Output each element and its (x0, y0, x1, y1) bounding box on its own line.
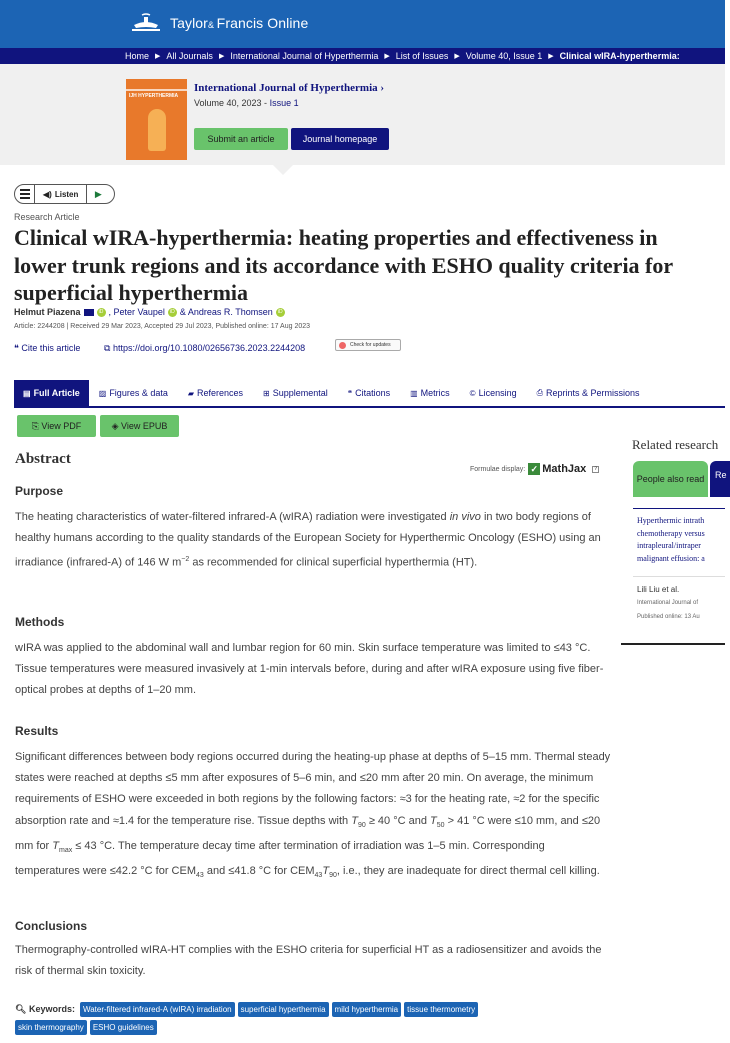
conclusions-text: Thermography-controlled wIRA-HT complies with the ESHO criteria for superficial HT as a radiosensitizer and avoids the risk of thermal skin toxicity. (15, 944, 602, 978)
banner-notch (273, 165, 293, 175)
external-link-icon: ⧉ (104, 343, 113, 353)
check-icon: ✓ (528, 463, 540, 475)
orcid-icon[interactable]: iD (97, 308, 106, 317)
view-epub-button[interactable]: ◈ View EPUB (100, 415, 179, 437)
email-icon[interactable] (84, 309, 94, 316)
methods-heading: Methods (15, 615, 65, 629)
related-divider (633, 508, 725, 509)
related-article-published: Published online: 13 Au (637, 614, 700, 620)
related-research-heading: Related research (632, 437, 719, 452)
bar-chart-icon: ▥ (410, 388, 418, 398)
formulae-display[interactable] (470, 463, 599, 475)
breadcrumb-arrow-icon: ▶ (384, 53, 390, 60)
keyword-tag[interactable]: superficial hyperthermia (238, 1002, 329, 1017)
printer-icon: ⎙ (536, 388, 544, 397)
tab-recommended[interactable]: Re (710, 461, 730, 497)
help-icon[interactable]: ? (594, 466, 598, 472)
breadcrumb-arrow-icon: ▶ (548, 53, 554, 60)
quote-icon: ❝ (347, 388, 353, 398)
book-icon: ▰ (187, 388, 194, 398)
related-article-title[interactable]: Hyperthermic intrath chemotherapy versus intrapleural/intraper malignant effusion: a (637, 516, 705, 563)
issue-link[interactable]: Issue 1 (269, 98, 299, 108)
mathjax-logo[interactable]: ✓ MathJax ? (528, 463, 599, 475)
related-article-authors: Lili Liu et al. (637, 585, 680, 594)
cover-figure (148, 109, 166, 151)
check-for-updates-button[interactable]: Check for updates (335, 339, 401, 351)
tab-figures[interactable]: ▨ Figures & data (98, 388, 168, 398)
crossmark-icon (339, 342, 346, 349)
journal-title-link[interactable]: International Journal of Hyperthermia › (194, 82, 385, 94)
breadcrumb-volume[interactable]: Volume 40, Issue 1 (465, 51, 543, 61)
conclusions-heading: Conclusions (15, 919, 88, 933)
site-logo[interactable] (130, 13, 308, 33)
purpose-heading: Purpose (15, 484, 64, 498)
breadcrumb-home[interactable]: Home (125, 51, 150, 61)
author-link[interactable]: , Peter Vaupel (108, 307, 165, 317)
menu-icon[interactable] (15, 185, 35, 203)
tab-references[interactable]: ▰ References (187, 388, 244, 398)
orcid-icon[interactable]: iD (168, 308, 177, 317)
search-icon: 🔍︎ (15, 1004, 27, 1014)
tab-licensing[interactable]: © Licensing (469, 388, 517, 398)
breadcrumb-current: Clinical wIRA-hyperthermia: (559, 51, 680, 61)
breadcrumb-journal[interactable]: International Journal of Hyperthermia (230, 51, 379, 61)
article-tabs (14, 380, 725, 408)
pdf-icon: ⎘ (31, 420, 42, 431)
orcid-icon[interactable]: iD (276, 308, 285, 317)
cite-article-link[interactable]: ❝ Cite this article (14, 343, 81, 353)
image-icon: ▨ (98, 388, 107, 398)
keywords-label: 🔍︎ Keywords: (15, 1004, 75, 1014)
breadcrumb-issues[interactable]: List of Issues (395, 51, 449, 61)
site-logo-text: Taylor& Francis Online (170, 15, 309, 31)
copyright-icon: © (469, 388, 476, 398)
keyword-tag[interactable]: tissue thermometry (404, 1002, 478, 1017)
tab-full-article[interactable]: ▤ Full Article (14, 380, 89, 406)
listen-button[interactable]: ◀) Listen (35, 185, 87, 203)
breadcrumb (0, 48, 725, 64)
tab-reprints[interactable]: ⎙ Reprints & Permissions (536, 388, 640, 398)
related-panel-border (621, 643, 725, 645)
cover-title: IJH HYPERTHERMIA (129, 93, 179, 99)
breadcrumb-arrow-icon: ▶ (218, 53, 225, 60)
tab-people-also-read[interactable]: People also read (633, 461, 708, 497)
site-header (0, 0, 725, 48)
journal-cover-image[interactable] (126, 79, 187, 160)
speaker-icon: ◀) (43, 189, 52, 199)
author-list (14, 307, 285, 317)
breadcrumb-arrow-icon: ▶ (454, 53, 460, 60)
listen-widget[interactable] (14, 184, 115, 204)
document-icon: ▤ (23, 388, 31, 398)
results-heading: Results (15, 724, 59, 738)
keyword-tag[interactable]: Water-filtered infrared-A (wIRA) irradiation (80, 1002, 235, 1017)
methods-text: wIRA was applied to the abdominal wall and lumbar region for 60 min. Skin surface temperature was limited to ≤43 °C. Tissue temperatures were measured invasively at 1-min intervals before, during and after wIRA exposure using five fiber-optical probes at depths of 1–20 mm. (15, 642, 604, 697)
breadcrumb-arrow-icon: ▶ (155, 53, 161, 60)
publication-info: Article: 2244208 | Received 29 Mar 2023, Accepted 29 Jul 2023, Published online: 17 Aug 2023 (14, 323, 311, 330)
author-link[interactable]: Helmut Piazena (14, 307, 81, 317)
formulae-label: Formulae display: (470, 465, 526, 473)
keyword-tag[interactable]: mild hyperthermia (332, 1002, 402, 1017)
related-separator (633, 576, 725, 577)
breadcrumb-all-journals[interactable]: All Journals (166, 51, 213, 61)
journal-homepage-button[interactable]: Journal homepage (291, 128, 389, 150)
quote-icon: ❝ (14, 343, 22, 353)
submit-article-button[interactable]: Submit an article (194, 128, 288, 150)
keywords-row (15, 1020, 157, 1035)
article-type: Research Article (14, 212, 80, 222)
article-title: Clinical wIRA-hyperthermia: heating properties and effectiveness in lower trunk regions and its accordance with ESHO quality criteria for superficial hyperthermia (14, 225, 673, 305)
play-icon[interactable]: ▶ (94, 188, 102, 199)
tab-supplemental[interactable]: ⊞ Supplemental (263, 388, 328, 398)
keyword-tag[interactable]: skin thermography (15, 1020, 87, 1035)
related-article-journal: International Journal of (637, 600, 699, 606)
lamp-logo-icon (130, 13, 162, 33)
results-text: Significant differences between body regions occurred during the heating-up phase at depths of 5–15 mm. Thermal steady states were reached at depths ≤5 mm after exposures of 5–6 min, and ≤20 mm after 20 min. On average, the minimum requirements of ESHO were exceeded in both regions by the following factors: ≈3 for the heating rate, ≈2 for the specific absorption rate and ≈1.4 for the temperature rise. Tissue depths with $T_{90} \ge 40$ °C and $T_{50} > 41$ °C were ≤10 mm, and ≤20 mm for $T_{max} \le 43$ °C. The temperature decay time after termination of irradiation was 1–5 min. Corresponding temperatures were ≤42.2 °C for $CEM_{43}$ and ≤41.8 °C for $CEM_{43}T_{90}$, i.e., they are inadequate for direct thermal cell killing. (15, 751, 611, 880)
cover-stripe (126, 89, 187, 91)
plus-icon: ⊞ (263, 388, 270, 398)
keyword-tag[interactable]: ESHO guidelines (90, 1020, 157, 1035)
view-pdf-button[interactable]: ⎘ View PDF (17, 415, 96, 437)
journal-volume: Volume 40, 2023 - Issue 1 (194, 98, 299, 108)
tab-citations[interactable]: ❝ Citations (347, 388, 391, 398)
author-link[interactable]: & Andreas R. Thomsen (179, 307, 273, 317)
keywords-row (15, 1002, 478, 1017)
purpose-text: The heating characteristics of water-filtered infrared-A (wIRA) radiation were investigated in vivo in two body regions of healthy humans according to the quality standards of the European Society for Hyperthermic Oncology (ESHO) using an irradiance (infrared-A) of 146 W $m^{-2}$ as recommended for clinical superficial hyperthermia (HT). (15, 511, 601, 570)
tab-metrics[interactable]: ▥ Metrics (410, 388, 450, 398)
doi-link[interactable]: ⧉ https://doi.org/10.1080/02656736.2023.2244208 (104, 343, 306, 353)
abstract-heading: Abstract (15, 451, 71, 467)
epub-icon: ◈ (111, 420, 122, 431)
